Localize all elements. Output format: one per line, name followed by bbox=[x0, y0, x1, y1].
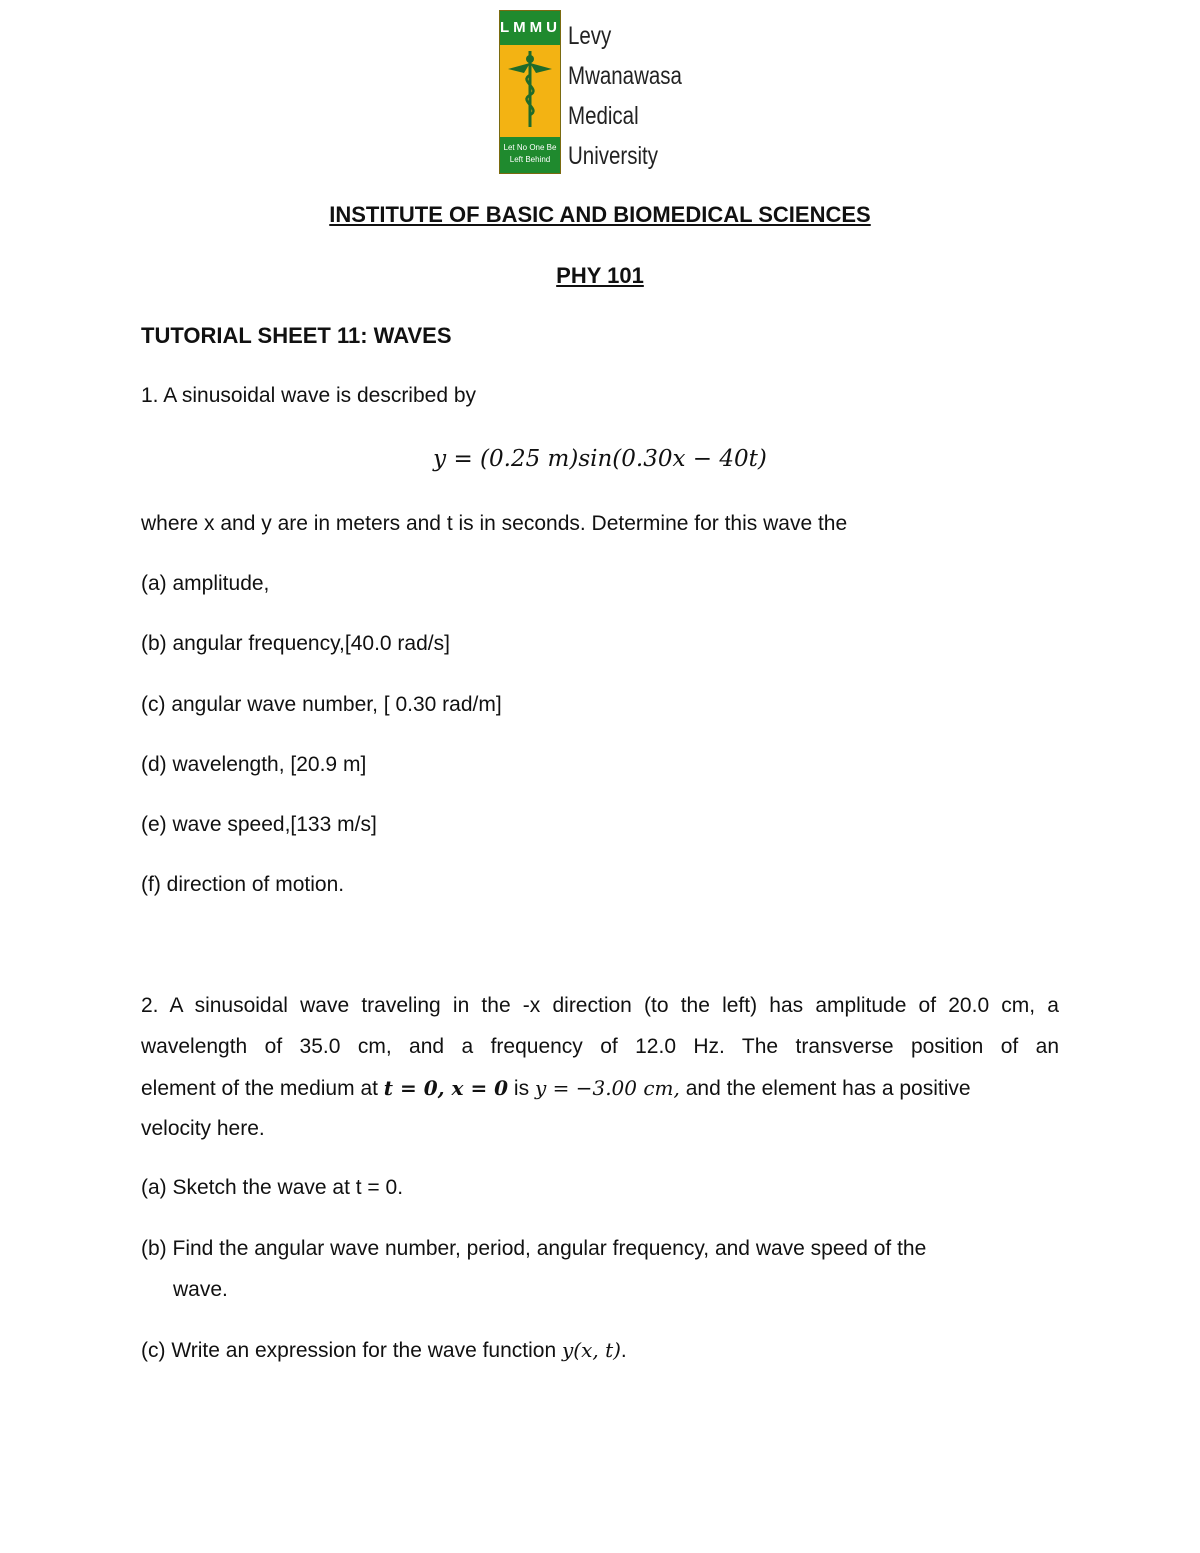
course-code: PHY 101 bbox=[556, 263, 644, 288]
q2-part-b-line-1: (b) Find the angular wave number, period, angular frequency, and wave speed of the bbox=[141, 1237, 927, 1260]
caduceus-icon bbox=[504, 49, 556, 129]
sheet-title: TUTORIAL SHEET 11: WAVES bbox=[141, 323, 452, 348]
q1-part-e: (e) wave speed,[133 m/s] bbox=[141, 813, 377, 836]
logo-line-2: Mwanawasa bbox=[568, 62, 682, 90]
logo-line-1: Levy bbox=[568, 22, 612, 50]
logo-line-3: Medical bbox=[568, 102, 639, 130]
q2-condition-math: t = 0, x = 0 bbox=[383, 1076, 509, 1100]
q2-line-4: velocity here. bbox=[141, 1117, 265, 1140]
q2-line-1: 2. A sinusoidal wave traveling in the -x direction (to the left) has amplitude of 20.0 cm, a bbox=[141, 994, 1059, 1017]
q1-part-c: (c) angular wave number, [ 0.30 rad/m] bbox=[141, 693, 502, 716]
q2-line-3 bbox=[141, 1076, 971, 1101]
q2-part-b-line-2: wave. bbox=[173, 1278, 228, 1301]
institute-heading: INSTITUTE OF BASIC AND BIOMEDICAL SCIENCES bbox=[329, 202, 871, 227]
logo-mark: LMMU bbox=[500, 11, 560, 45]
q1-intro: 1. A sinusoidal wave is described by bbox=[141, 384, 477, 407]
q1-description: where x and y are in meters and t is in seconds. Determine for this wave the bbox=[141, 512, 848, 535]
logo-line-4: University bbox=[568, 142, 658, 170]
logo-motto: Let No One Be Left Behind bbox=[500, 137, 560, 173]
q1-part-a: (a) amplitude, bbox=[141, 572, 270, 595]
q2-line-3-text-b: is bbox=[508, 1077, 535, 1100]
q2-position-math: y = −3.00 cm, bbox=[534, 1076, 680, 1100]
q2-line-3-text-a: element of the medium at bbox=[141, 1077, 384, 1100]
q1-part-f: (f) direction of motion. bbox=[141, 873, 345, 896]
q2-line-3-text-c: and the element has a positive bbox=[679, 1077, 971, 1100]
university-logo bbox=[499, 10, 561, 174]
q2-part-a: (a) Sketch the wave at t = 0. bbox=[141, 1176, 404, 1199]
q1-equation: y = (0.25 m)sin(0.30x − 40t) bbox=[433, 446, 767, 472]
q2-part-c-math: y(x, t) bbox=[561, 1338, 621, 1362]
q1-part-d: (d) wavelength, [20.9 m] bbox=[141, 753, 367, 776]
q2-part-c-end: . bbox=[620, 1339, 627, 1362]
q2-line-2: wavelength of 35.0 cm, and a frequency of 12.0 Hz. The transverse position of an bbox=[141, 1035, 1059, 1058]
logo-wordmark bbox=[568, 16, 682, 176]
q1-part-b: (b) angular frequency,[40.0 rad/s] bbox=[141, 632, 450, 655]
q2-part-c bbox=[141, 1338, 627, 1363]
q2-part-c-text: (c) Write an expression for the wave function bbox=[141, 1339, 562, 1362]
